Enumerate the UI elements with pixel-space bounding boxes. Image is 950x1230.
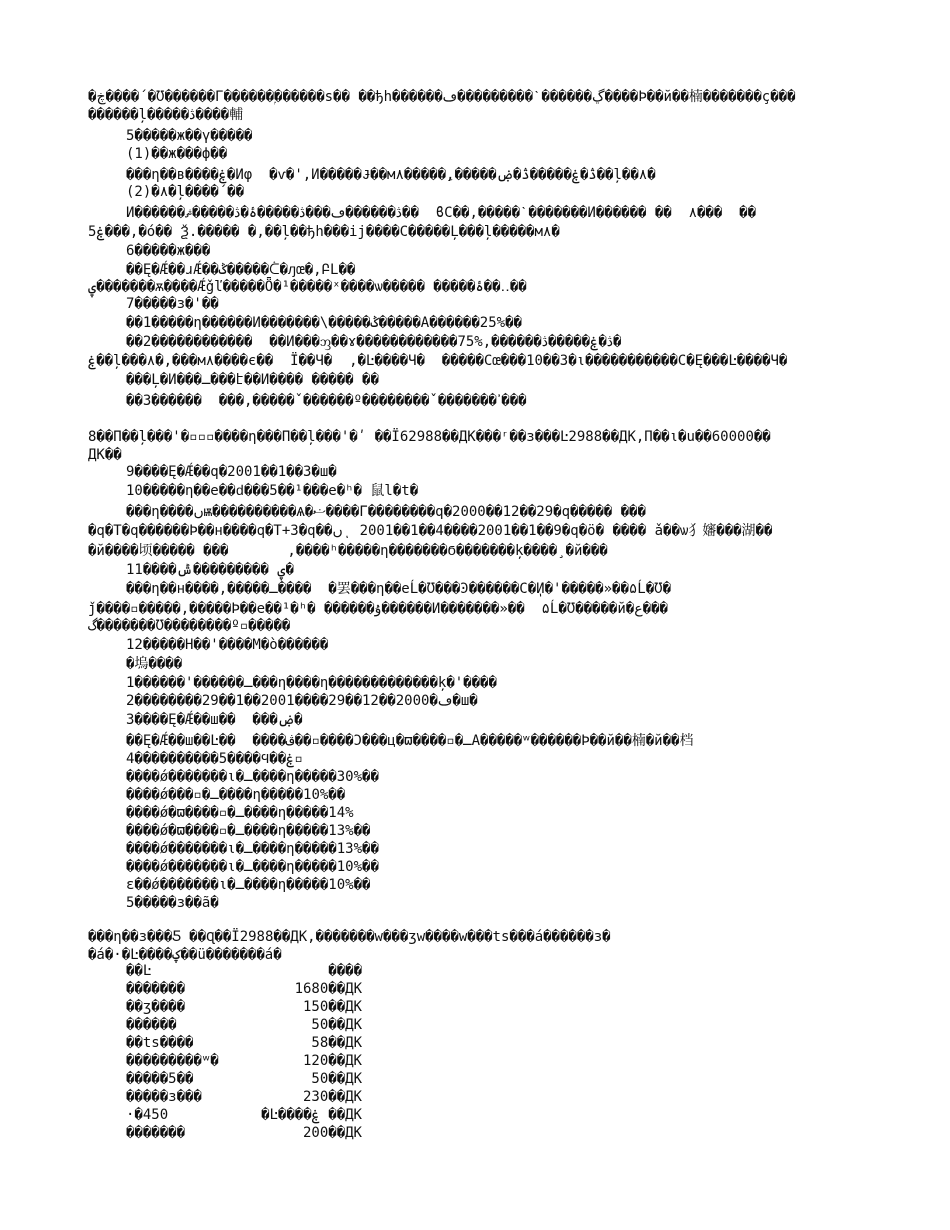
table-cell-value: �Ŀ����ۼ ��ДК	[261, 1107, 362, 1123]
text-line: ����ǿ�ϖ����▫�ـ����η�����14%	[126, 805, 354, 821]
table-cell-label: �������	[126, 981, 186, 997]
text-line: ����ǿ�������ι�ـ����η�����13%��	[126, 841, 379, 857]
text-line: ε��ǿ�������ι�ـ����η�����10%��	[126, 877, 371, 893]
table-cell-value: 150��ДК	[302, 999, 362, 1015]
table-cell-value: 200��ДК	[302, 1125, 362, 1141]
table-cell-label: ��ʒ����	[126, 999, 186, 1015]
text-line: ۼ��ļ���۸�,���м۸����є�� Ϊ��Ч� ,�Ŀ����Ч� �����Сœ���10��3�ι�����������С�Ę���Ŀ����Ч�	[88, 353, 788, 369]
table-cell-label: ������	[126, 1017, 177, 1033]
table-cell-value: 230��ДК	[302, 1089, 362, 1105]
table-row	[126, 1052, 362, 1070]
text-line: ��1�����η������И�������\�����ݣ�����А������25%��	[126, 315, 522, 331]
table-row	[126, 1088, 362, 1106]
text-line: �й����顷����� ��� ,����ʰ�����η�������Ϭ�������ķ����¸�й���	[88, 543, 608, 559]
text-line: 9����Ę�Ǽ��q�2001��1��3�ш�	[126, 464, 337, 480]
table-cell-label: ��ts����	[126, 1035, 194, 1051]
text-line: ��Ę�Ǽ��ш��Ŀ�� ����ڤ��▫����Ͻ���ц�ϖ����▫�ـА�����ʷ������Ϸ��й��楠�й��档	[126, 733, 694, 749]
text-line: ���η��н����,�����ـ���� �罢���η��eĹ�Ʊ���Ͽ������С�ٖИ�'�����»��۵Ĺ�Ʊ�	[126, 581, 672, 597]
text-line: ���Ļ�И���ـ���է��И���� ����� ��	[126, 372, 379, 388]
table-row	[126, 998, 362, 1016]
text-line: �ڿ����΄�Ʊ������Г������ۭ������ѕ�� ��ђh������ڲ������ˋ���������ڡ����Ϸ��й��楠�������ҫ���	[88, 89, 796, 105]
text-line: گ�������Ʊ��������º▫���̈��	[88, 618, 291, 634]
text-line: ����ǿ�ϖ����▫�ـ����η�����13%��	[126, 823, 371, 839]
table-cell-value: 1680��ДК	[294, 981, 362, 997]
text-line: 5�����з��ã�	[126, 895, 219, 911]
text-line: 1������'������ـ���η����η�������������ķ�'����	[126, 675, 497, 691]
table-cell-label: ���������ʷ�	[126, 1053, 219, 1069]
text-line: 10�����η��e��ԁ���5��¹���e�ʰ� 鼠l�t�	[126, 483, 419, 499]
table-row	[126, 1124, 362, 1142]
table-cell-label: �������	[126, 1125, 186, 1141]
text-line: 6�����ж���	[126, 243, 211, 259]
table-row	[126, 980, 362, 998]
table-row	[126, 962, 362, 980]
table-cell-value: 58��ДК	[311, 1035, 362, 1051]
text-line: ���η��з���Ƽ ��Ɋ��Ï2988��ДК,�������w���ʒw����w���ts���á������з�	[88, 929, 611, 945]
text-line: ���η��в����ۼ�Иφ �ѵ�',И�����Ɉ��м۸�����ِ,�����ڎ�ۼ�����ڎ�ۻ��ļ��۸�	[126, 167, 656, 183]
table-cell-label: ��Ŀ	[126, 963, 152, 979]
text-line: ����ǿ�������ι�ـ����η�����10%��	[126, 859, 379, 875]
table-row	[126, 1106, 362, 1124]
text-line: (2)�۸�ļ����΄��	[126, 184, 245, 200]
table-cell-label: �����5��	[126, 1071, 194, 1087]
text-line: ����ǿ���▫�ـ����η�����10%��	[126, 787, 346, 803]
text-line: ������ļ�����ڎ����輔	[88, 107, 244, 123]
text-line: �á�·�Ŀ����ؼ��ü�������á�	[88, 947, 282, 963]
text-line: 11����ۑ ���������ݰ�	[126, 562, 294, 578]
text-line: ǰ����▫�����,�����Ϸ��e��¹�ʰ� ������ۇ������И�������»�� ۵Ĺ�Ʊ�����й�ع���	[88, 601, 668, 617]
text-line: 4����������5����Ϥ��ۼ▫	[126, 751, 303, 767]
text-line: �塢����	[126, 656, 183, 672]
table-row	[126, 1070, 362, 1088]
text-line: 2��������29��1��2001����29��12��2000�ڡ�ш�	[126, 693, 478, 709]
text-line: ��2������������ ��И���ᦀ��ɤ������������75%,������ڎ�ۼ�����ڎ�	[126, 334, 622, 350]
text-line: 8��Π��ļ���'�▫▫▫����η���Π��ļ���'�ʹ ��Ï62988��ДК���ʳ��з���Ŀ2988��ДК,П��ι�u��60000��	[88, 429, 771, 445]
text-line: ����ǿ�������ι�ـ����η�����30%��	[126, 769, 379, 785]
text-line: ۑ�������ѫ����Ǽǧľ�����Ȫ�¹�����ˣ����ѡ����� �����ۂ��‥��	[88, 279, 527, 295]
text-line: ۼ5���,�ó�� Ѯ.����� �,��ļ��ђh���ij����С�����Ļ���ļ�����м۸�	[88, 224, 560, 240]
text-line: 12�����Н��'����М�ò������	[126, 637, 329, 653]
table-cell-value: 50��ДК	[311, 1017, 362, 1033]
text-line: 7�����з�'��	[126, 296, 219, 312]
table-cell-value: ����	[328, 963, 362, 979]
table-cell-value: 120��ДК	[302, 1053, 362, 1069]
table-cell-label: ·�450	[126, 1107, 169, 1123]
text-line: �q�T�q������Ϸ��н����q�T+3�q��ںͺ 2001��1��4����2001��1��9�q�ö� ���� ǎ��ѡ犭嬸���湖��	[88, 523, 773, 539]
text-line: ДК��	[88, 447, 122, 463]
text-line: И������ڎ������ڡ���ڎ�����ۂ�ڎ�����ޘ�� ϐС��,�����ˋ�������И������ �� ۸��� ��	[126, 205, 756, 221]
table-row	[126, 1016, 362, 1034]
text-line: ��Ę�Ǽ��ɹǼ��ݣ�����ᢷ�ԓœ�,ԲL��	[126, 262, 356, 278]
text-line: ��3������ ���,�����ˇ������º��������ˇ�������ߴ���	[126, 393, 527, 409]
table-row	[126, 1034, 362, 1052]
text-line: 5�����ж��ү�����	[126, 128, 253, 144]
text-line: (1)��ж���ф��	[126, 146, 228, 162]
text-line: ���η����ںѭ����������Ѧ�ޟ����Γ��������q�2000��12��29�q����� ���	[126, 504, 646, 520]
table-cell-value: 50��ДК	[311, 1071, 362, 1087]
text-line: 3����Ę�Ǽ��ш�� ���ۻ�	[126, 712, 303, 728]
table-cell-label: �����з���	[126, 1089, 202, 1105]
